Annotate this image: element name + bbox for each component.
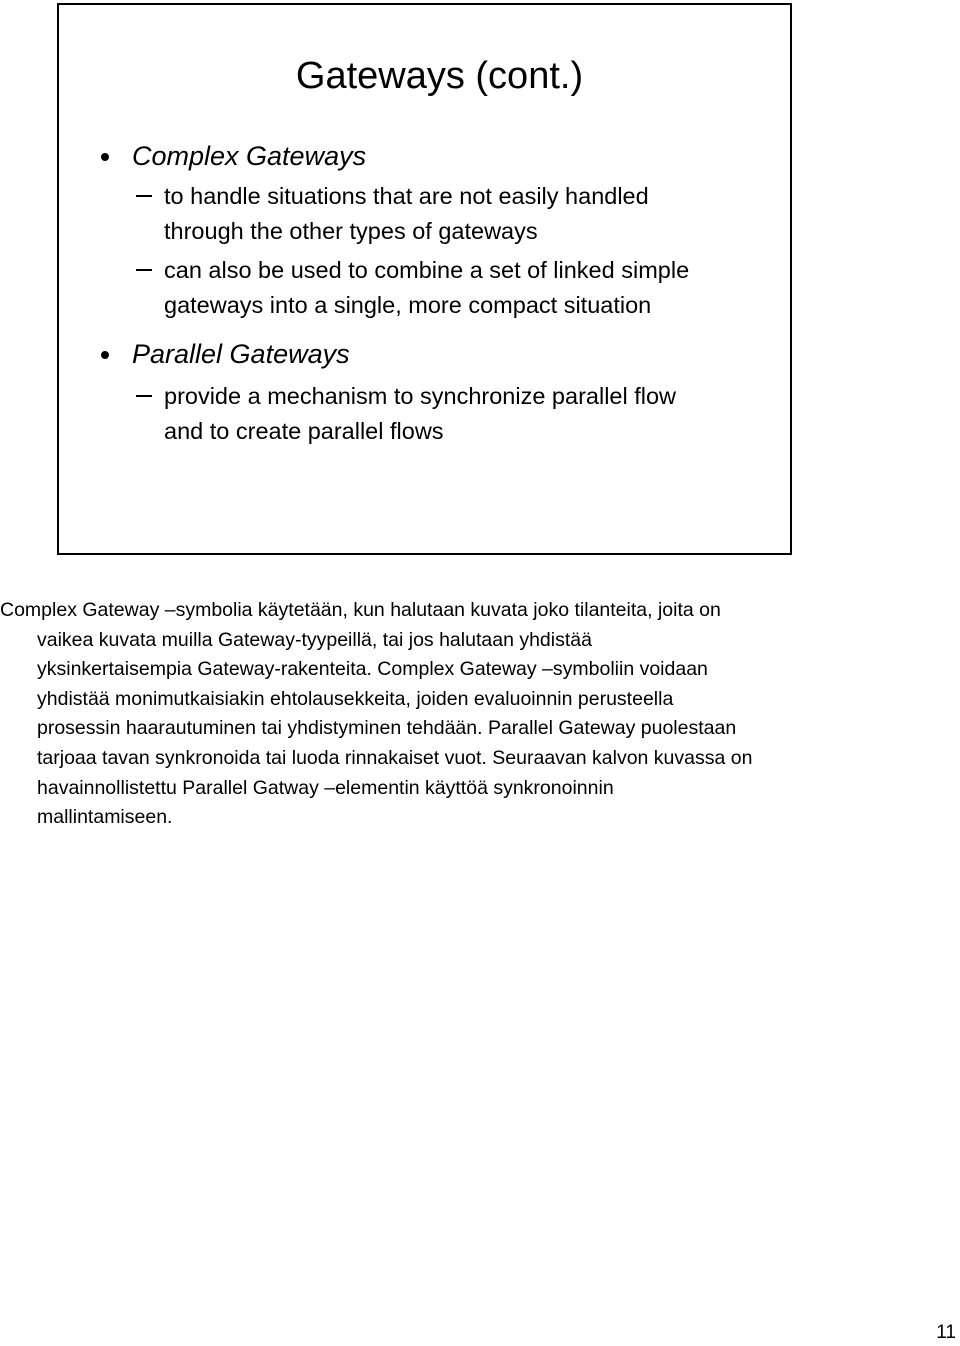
bullet-item	[97, 139, 770, 173]
speaker-notes	[0, 596, 880, 833]
bullet-parallel-gateways	[97, 337, 770, 448]
sub-bullet-text: to handle situations that are not easily handled through the other types of gateways	[164, 183, 649, 244]
notes-line: tarjoaa tavan synkronoida tai luoda rinnakaiset vuot. Seuraavan kalvon kuvassa on	[37, 746, 753, 769]
sub-bullet-text: provide a mechanism to synchronize parallel flow and to create parallel flows	[164, 383, 677, 444]
sub-bullet-text: can also be used to combine a set of linked simple gateways into a single, more compact situation	[164, 257, 690, 318]
slide-frame	[57, 3, 792, 555]
page-number: 11	[936, 1322, 956, 1343]
sub-bullet	[97, 179, 770, 248]
dash-icon	[136, 269, 152, 271]
bullet-dot-icon	[101, 351, 109, 359]
notes-line: mallintamiseen.	[37, 806, 173, 829]
dash-icon	[136, 395, 152, 397]
bullet-complex-gateways	[97, 139, 770, 322]
sub-bullet	[97, 379, 770, 448]
bullet-dot-icon	[101, 153, 109, 161]
bullet-item	[97, 337, 770, 371]
notes-line: yhdistää monimutkaisiakin ehtolausekkeita, joiden evaluoinnin perusteella	[37, 687, 674, 710]
bullet-label: Complex Gateways	[132, 141, 367, 171]
dash-icon	[136, 195, 152, 197]
notes-line: yksinkertaisempia Gateway-rakenteita. Complex Gateway –symboliin voidaan	[37, 658, 708, 681]
slide-title: Gateways (cont.)	[295, 55, 584, 97]
bullet-label: Parallel Gateways	[132, 339, 350, 369]
sub-bullet	[97, 253, 770, 322]
notes-line: Complex Gateway –symbolia käytetään, kun halutaan kuvata joko tilanteita, joita on	[0, 599, 721, 621]
notes-line: vaikea kuvata muilla Gateway-tyypeillä, tai jos halutaan yhdistää	[37, 628, 592, 651]
notes-line: prosessin haarautuminen tai yhdistyminen tehdään. Parallel Gateway puolestaan	[37, 717, 737, 740]
notes-line: havainnollistettu Parallel Gatway –elementin käyttöä synkronoinnin	[37, 776, 614, 799]
